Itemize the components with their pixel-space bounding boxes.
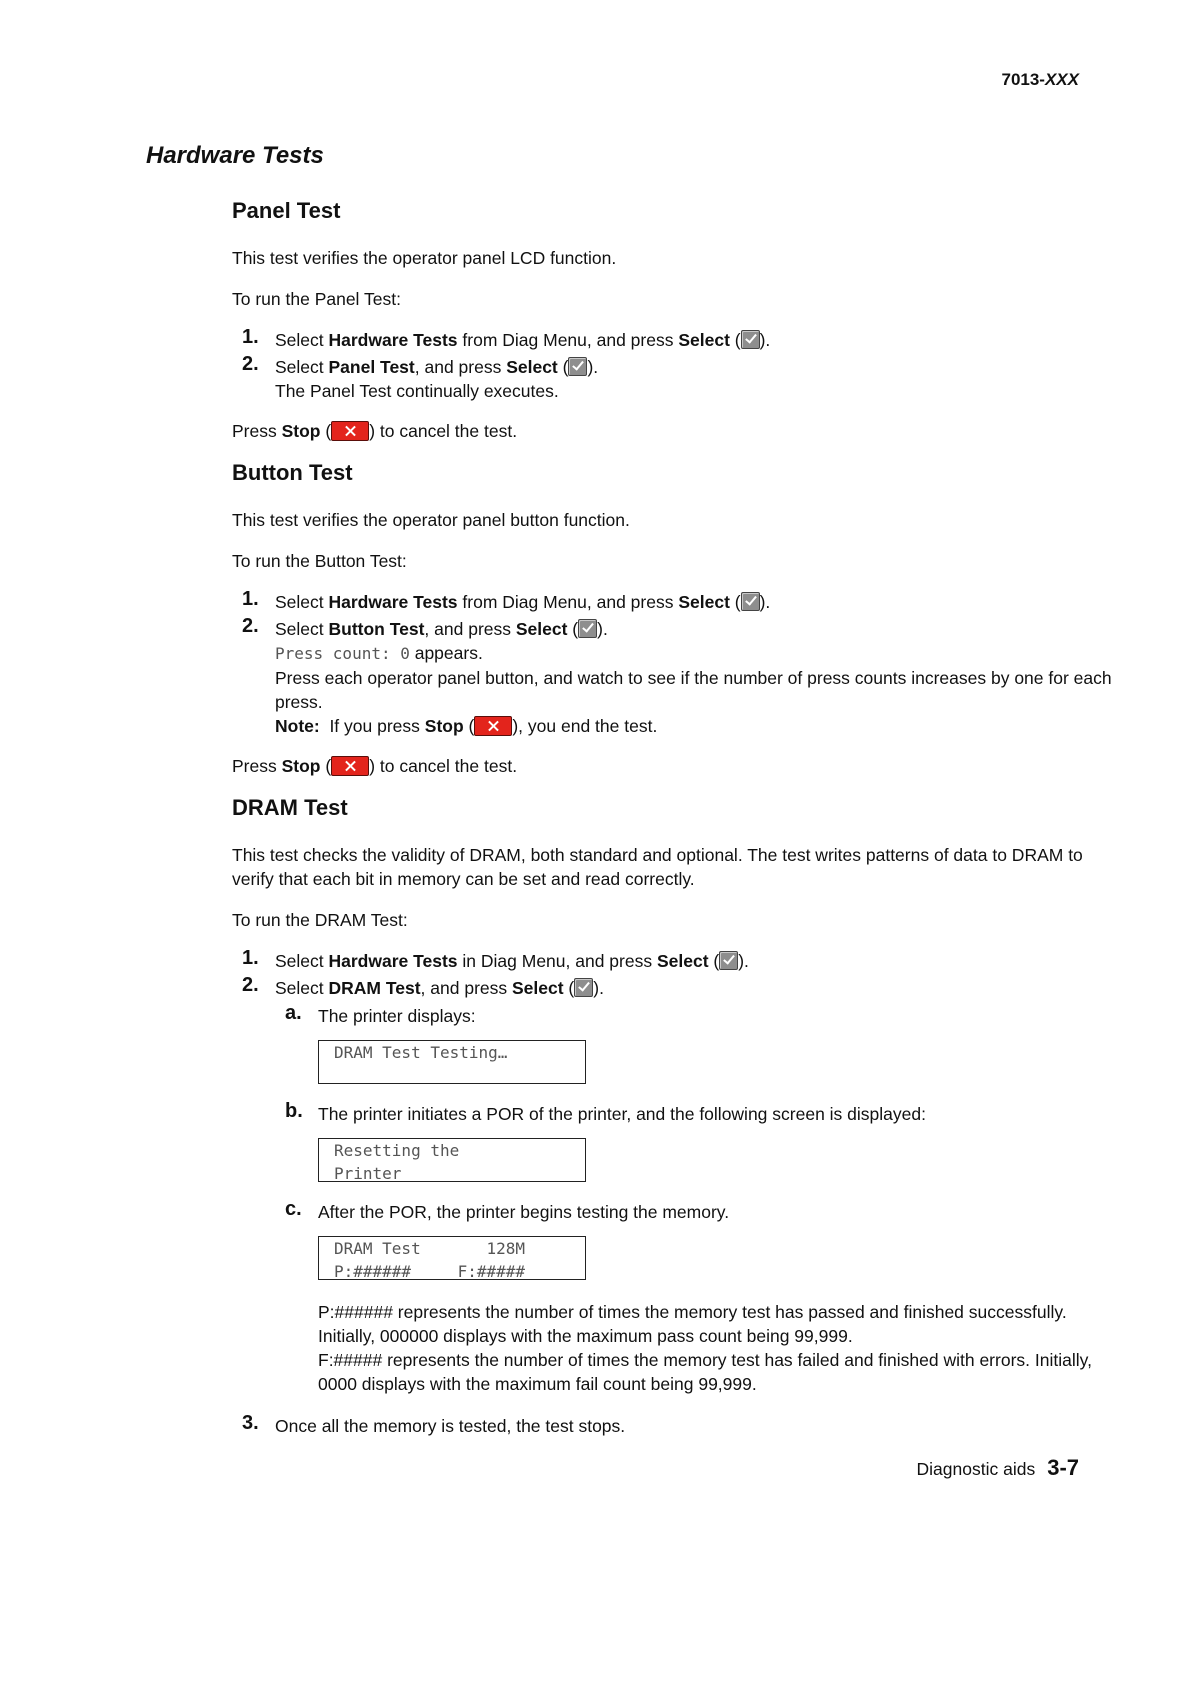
button-test-run-label: To run the Button Test: xyxy=(232,551,407,571)
stop-label: Stop xyxy=(281,421,321,441)
step-text: Select xyxy=(275,978,329,998)
note-label: Note: xyxy=(275,716,320,736)
cancel-text: ( xyxy=(320,421,332,441)
dram-test-intro: This test checks the validity of DRAM, both standard and optional. The test writes patterns of data to DRAM to verify that each bit in memory can be set and read correctly. xyxy=(232,845,1083,889)
step-text: Select xyxy=(275,592,329,612)
sub-step-letter: b. xyxy=(285,1100,303,1122)
select-check-icon xyxy=(741,592,760,611)
list-item xyxy=(232,976,1112,1396)
step-bold-button: Select xyxy=(678,592,730,612)
step-bold-term: DRAM Test xyxy=(328,978,421,998)
button-test-steps xyxy=(232,590,1112,738)
button-test-title: Button Test xyxy=(232,460,353,485)
dram-test-run-label: To run the DRAM Test: xyxy=(232,910,408,930)
list-item xyxy=(275,1004,1112,1084)
dram-test-title: DRAM Test xyxy=(232,795,348,820)
sub-step-letter: a. xyxy=(285,1002,302,1024)
lcd-text: 128M xyxy=(486,1239,525,1258)
lcd-text: DRAM Test xyxy=(334,1239,421,1258)
step-bold-term: Hardware Tests xyxy=(328,592,458,612)
step-number: 2. xyxy=(242,615,259,637)
press-count-display: Press count: 0 xyxy=(275,644,410,663)
list-item xyxy=(232,617,1112,738)
dram-sub-steps xyxy=(275,1004,1112,1396)
list-item xyxy=(275,1102,1112,1182)
step-text: ). xyxy=(597,619,608,639)
header-code-prefix: 7013- xyxy=(1001,70,1045,89)
note-text: ( xyxy=(463,716,475,736)
content xyxy=(232,198,1112,1454)
list-item xyxy=(232,355,1112,403)
step-text: ( xyxy=(729,592,741,612)
panel-test-title: Panel Test xyxy=(232,198,341,223)
press-count-rest: appears. xyxy=(409,643,483,663)
pass-count-description: P:###### represents the number of times the memory test has passed and finished successfully. Initially, 000000 displays with the maximum pass count being 99,999. xyxy=(318,1302,1067,1346)
step-text: , and press xyxy=(424,619,516,639)
footer-label: Diagnostic aids xyxy=(916,1459,1036,1479)
step-number: 1. xyxy=(242,947,259,969)
step-text: ( xyxy=(557,357,569,377)
step-number: 1. xyxy=(242,588,259,610)
stop-x-icon xyxy=(331,421,369,441)
list-item xyxy=(232,949,1112,973)
select-check-icon xyxy=(568,357,587,376)
lcd-text: F:##### xyxy=(457,1262,525,1281)
step-text: ( xyxy=(708,951,720,971)
step-bold-button: Select xyxy=(656,951,709,971)
sub-step-text: The printer displays: xyxy=(318,1006,476,1026)
step-bold-button: Select xyxy=(506,357,558,377)
step-text: ( xyxy=(563,978,575,998)
page-header-code xyxy=(1001,70,1079,90)
step-text: Select xyxy=(275,619,329,639)
panel-test-run-label: To run the Panel Test: xyxy=(232,289,401,309)
step-text: , and press xyxy=(420,978,512,998)
press-count-line xyxy=(275,641,1112,666)
lcd-line: Printer xyxy=(334,1164,402,1183)
step-text: ( xyxy=(567,619,579,639)
sub-step-text: The printer initiates a POR of the printer, and the following screen is displayed: xyxy=(318,1104,926,1124)
note-text: ), you end the test. xyxy=(512,716,658,736)
stop-label: Stop xyxy=(281,756,321,776)
lcd-line: Resetting the xyxy=(334,1141,460,1160)
press-each-text: Press each operator panel button, and watch to see if the number of press counts increases by one for each press. xyxy=(275,668,1112,712)
fail-count-description: F:##### represents the number of times the memory test has failed and finished with errors. Initially, 0000 displays with the maximum fail count being 99,999. xyxy=(318,1350,1092,1394)
lcd-line xyxy=(334,1237,585,1260)
list-item xyxy=(232,590,1112,614)
step-text: ). xyxy=(587,357,599,377)
step-text: Select xyxy=(275,330,329,350)
step-bold-button: Select xyxy=(515,619,568,639)
sub-step-text: After the POR, the printer begins testing the memory. xyxy=(318,1202,730,1222)
button-test-cancel xyxy=(232,754,1112,778)
step-text: Select xyxy=(275,951,329,971)
step-text: from Diag Menu, and press xyxy=(457,592,679,612)
step-text: ). xyxy=(738,951,749,971)
step-number: 2. xyxy=(242,974,259,996)
lcd-line: DRAM Test Testing… xyxy=(334,1043,508,1062)
panel-test-intro: This test verifies the operator panel LCD function. xyxy=(232,248,617,268)
select-check-icon xyxy=(578,619,597,638)
stop-x-icon xyxy=(331,756,369,776)
panel-test-cancel xyxy=(232,419,1112,443)
lcd-display-resetting xyxy=(318,1138,586,1182)
lcd-text: P:###### xyxy=(334,1262,412,1281)
stop-label: Stop xyxy=(424,716,464,736)
step-text: ( xyxy=(729,330,741,350)
lcd-display-testing xyxy=(318,1040,586,1084)
step-text: ). xyxy=(759,592,771,612)
select-check-icon xyxy=(741,330,760,349)
cancel-text: Press xyxy=(232,756,282,776)
dram-test-steps xyxy=(232,949,1112,1438)
note-text: If you press xyxy=(319,716,425,736)
panel-test-steps xyxy=(232,328,1112,403)
step-number: 1. xyxy=(242,326,259,348)
section-title: Hardware Tests xyxy=(146,142,324,169)
header-code-suffix: XXX xyxy=(1044,70,1079,89)
step-text: , and press xyxy=(414,357,507,377)
stop-x-icon xyxy=(474,716,512,736)
button-test-intro: This test verifies the operator panel button function. xyxy=(232,510,630,530)
step-text: ). xyxy=(593,978,604,998)
step-text: Once all the memory is tested, the test stops. xyxy=(275,1416,626,1436)
list-item xyxy=(232,328,1112,352)
cancel-text: ( xyxy=(320,756,332,776)
cancel-text: Press xyxy=(232,421,282,441)
step-number: 2. xyxy=(242,353,259,375)
cancel-text: ) to cancel the test. xyxy=(369,421,518,441)
page-number: 3-7 xyxy=(1047,1455,1079,1480)
list-item xyxy=(275,1200,1112,1396)
step-text: ). xyxy=(759,330,771,350)
lcd-line xyxy=(334,1260,585,1283)
step-extra-text: The Panel Test continually executes. xyxy=(275,381,559,401)
step-text: in Diag Menu, and press xyxy=(457,951,657,971)
note-line xyxy=(275,714,1112,738)
step-bold-button: Select xyxy=(678,330,730,350)
sub-step-letter: c. xyxy=(285,1198,302,1220)
cancel-text: ) to cancel the test. xyxy=(369,756,518,776)
page-footer xyxy=(917,1455,1079,1481)
select-check-icon xyxy=(719,951,738,970)
step-text: from Diag Menu, and press xyxy=(457,330,679,350)
step-bold-button: Select xyxy=(512,978,564,998)
step-text: Select xyxy=(275,357,329,377)
lcd-display-memory xyxy=(318,1236,586,1280)
step-bold-term: Button Test xyxy=(328,619,425,639)
step-bold-term: Hardware Tests xyxy=(328,951,458,971)
step-bold-term: Hardware Tests xyxy=(328,330,458,350)
step-bold-term: Panel Test xyxy=(328,357,415,377)
step-number: 3. xyxy=(242,1412,259,1434)
list-item xyxy=(232,1414,1112,1438)
select-check-icon xyxy=(574,978,593,997)
